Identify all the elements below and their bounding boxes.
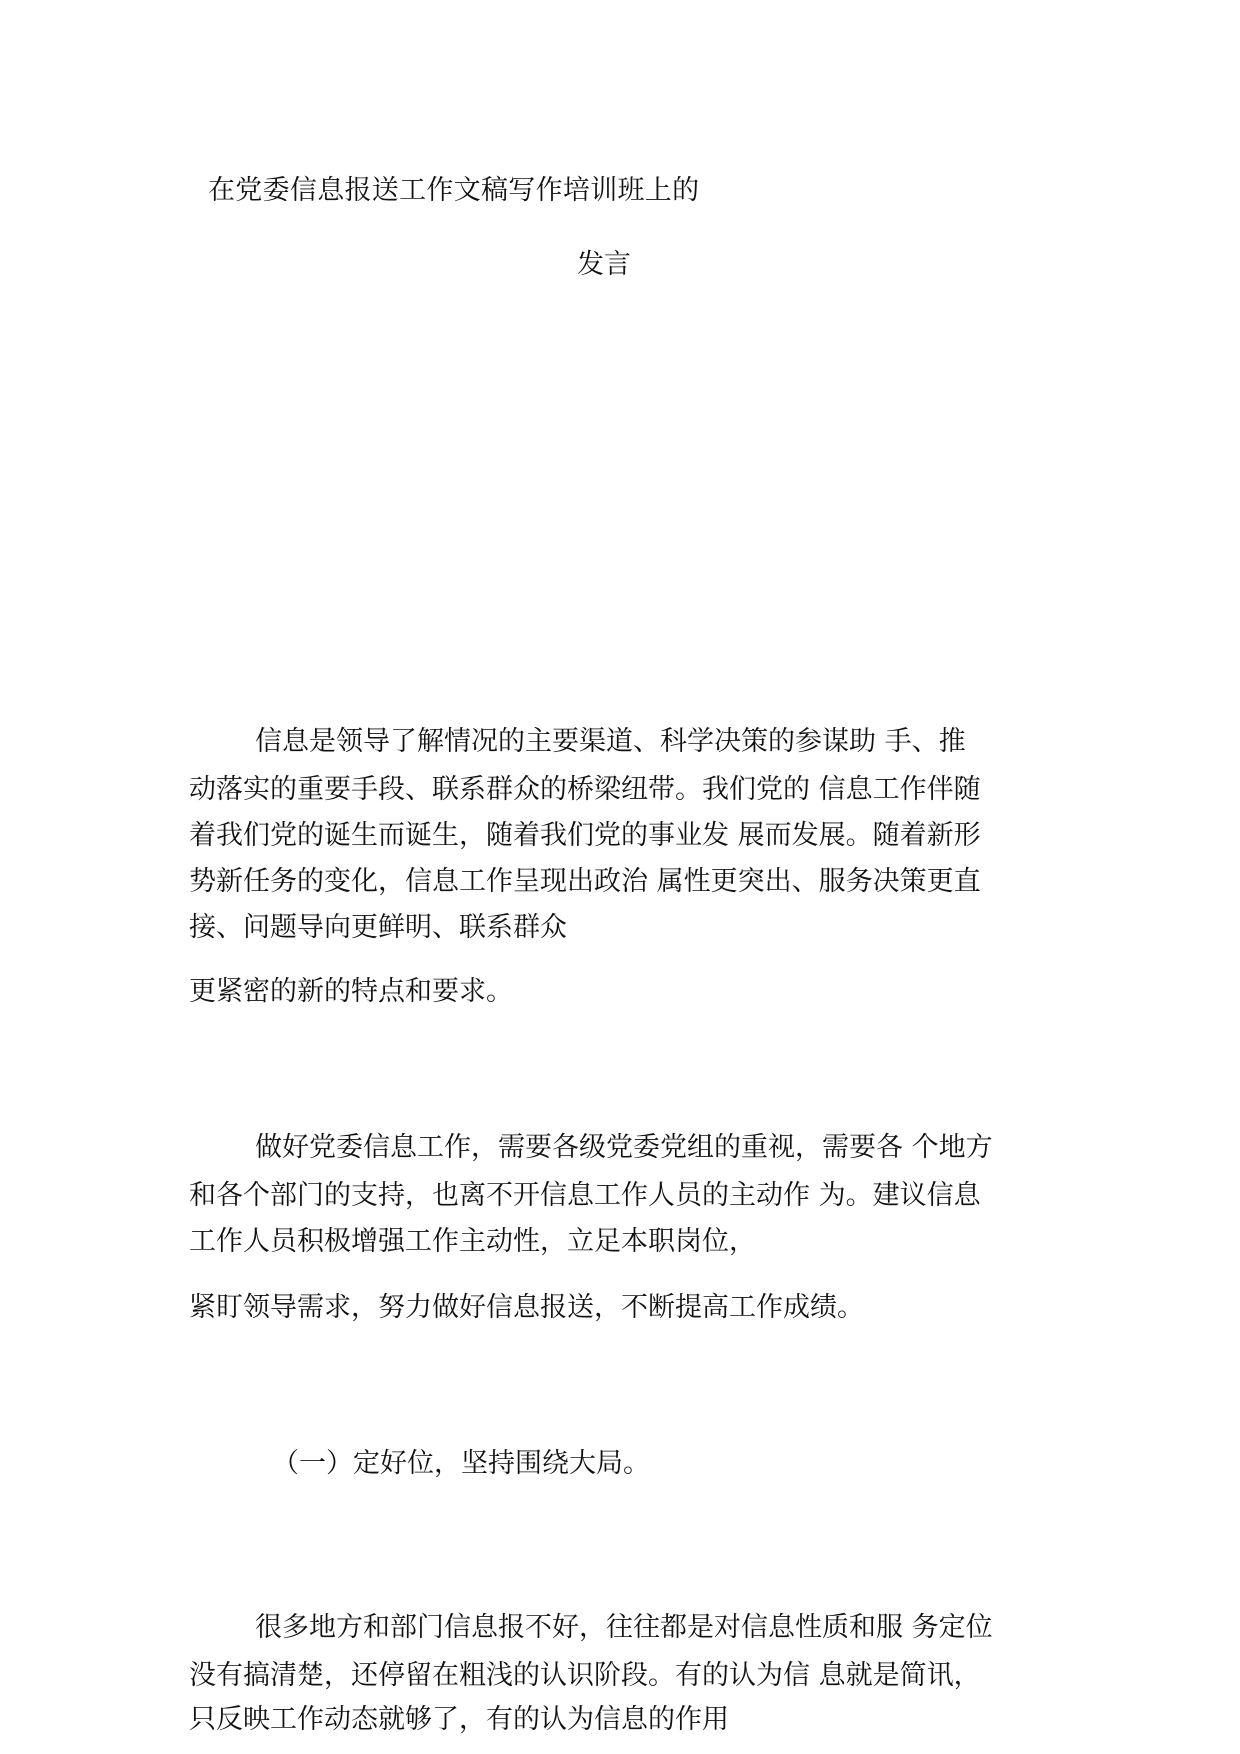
section-heading-1: （一）定好位，坚持围绕大局。 <box>272 1448 650 1479</box>
paragraph-2-line-4: 紧盯领导需求，努力做好信息报送，不断提高工作成绩。 <box>189 1292 864 1323</box>
paragraph-1-line-3: 着我们党的诞生而诞生，随着我们党的事业发 展而发展。随着新形 <box>189 820 981 851</box>
paragraph-1-line-5: 接、问题导向更鲜明、联系群众 <box>189 912 567 943</box>
document-title-line-2: 发言 <box>577 249 631 280</box>
paragraph-1-line-2: 动落实的重要手段、联系群众的桥梁纽带。我们党的 信息工作伴随 <box>189 774 981 805</box>
paragraph-1-line-1: 信息是领导了解情况的主要渠道、科学决策的参谋助 手、推 <box>255 726 966 757</box>
paragraph-3-line-2: 没有搞清楚，还停留在粗浅的认识阶段。有的认为信 息就是简讯， <box>189 1660 981 1691</box>
paragraph-3-line-1: 很多地方和部门信息报不好，往往都是对信息性质和服 务定位 <box>255 1612 993 1643</box>
document-title-line-1: 在党委信息报送工作文稿写作培训班上的 <box>208 175 700 206</box>
paragraph-1-line-6: 更紧密的新的特点和要求。 <box>189 976 513 1007</box>
paragraph-2-line-1: 做好党委信息工作，需要各级党委党组的重视，需要各 个地方 <box>255 1132 993 1163</box>
paragraph-1-line-4: 势新任务的变化，信息工作呈现出政治 属性更突出、服务决策更直 <box>189 866 981 897</box>
paragraph-3-line-3: 只反映工作动态就够了，有的认为信息的作用 <box>189 1704 729 1735</box>
paragraph-2-line-2: 和各个部门的支持，也离不开信息工作人员的主动作 为。建议信息 <box>189 1180 981 1211</box>
paragraph-2-line-3: 工作人员积极增强工作主动性，立足本职岗位， <box>189 1226 756 1257</box>
